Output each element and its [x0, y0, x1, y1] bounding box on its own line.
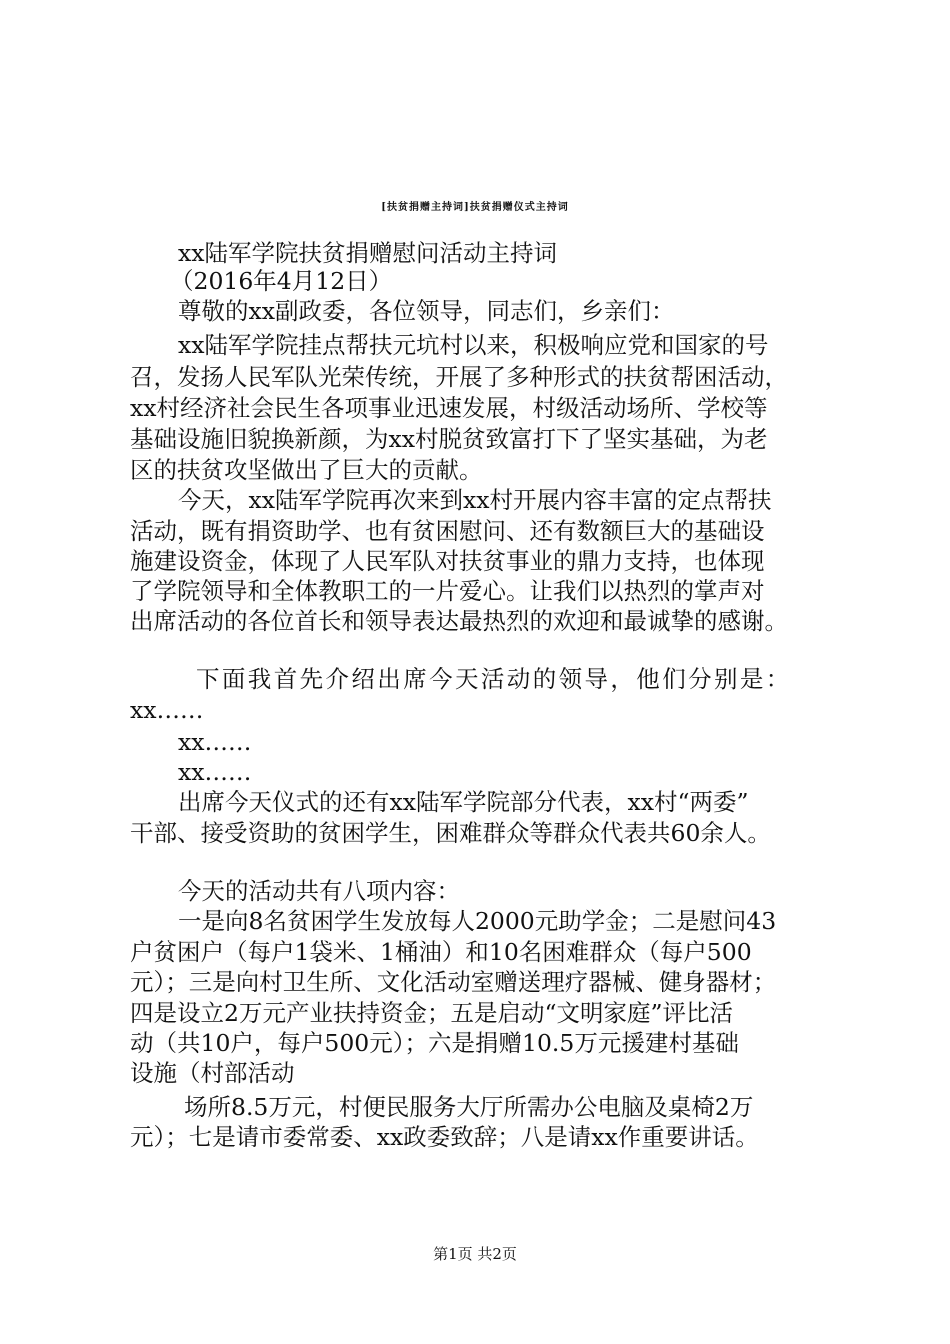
greeting-line: 尊敬的xx副政委，各位领导，同志们，乡亲们： [178, 297, 675, 325]
agenda-line: 户贫困户（每户1袋米、1桶油）和10名困难群众（每户500 [130, 938, 752, 966]
agenda-line: 一是向8名贫困学生发放每人2000元助学金；二是慰问43 [178, 907, 777, 935]
agenda-line: 设施（村部活动 [130, 1059, 295, 1087]
agenda-line: 元）；七是请市委常委、xx政委致辞；八是请xx作重要讲话。 [130, 1123, 759, 1151]
paragraph-line: 区的扶贫攻坚做出了巨大的贡献。 [130, 456, 483, 484]
agenda-line: 四是设立2万元产业扶持资金；五是启动“文明家庭”评比活 [130, 999, 733, 1027]
document-date: （2016年4月12日） [170, 267, 393, 295]
paragraph-line: 干部、接受资助的贫困学生，困难群众等群众代表共60余人。 [130, 819, 771, 847]
name-item: xx…… [130, 696, 204, 724]
intro-line: 下面我首先介绍出席今天活动的领导，他们分别是： [196, 665, 792, 693]
document-subtitle: xx陆军学院扶贫捐赠慰问活动主持词 [178, 239, 558, 267]
paragraph-line: 基础设施旧貌换新颜，为xx村脱贫致富打下了坚实基础，为老 [130, 425, 768, 453]
name-item: xx…… [178, 758, 252, 786]
paragraph-line: 了学院领导和全体教职工的一片爱心。让我们以热烈的掌声对 [130, 577, 765, 605]
agenda-line: 场所8.5万元，村便民服务大厅所需办公电脑及桌椅2万 [184, 1093, 754, 1121]
paragraph-line: 活动，既有捐资助学、也有贫困慰问、还有数额巨大的基础设 [130, 517, 765, 545]
paragraph-line: xx村经济社会民生各项事业迅速发展，村级活动场所、学校等 [130, 394, 768, 422]
paragraph-line: xx陆军学院挂点帮扶元坑村以来，积极响应党和国家的号 [178, 331, 769, 359]
paragraph-line: 出席活动的各位首长和领导表达最热烈的欢迎和最诚挚的感谢。 [130, 607, 788, 635]
paragraph-line: 出席今天仪式的还有xx陆军学院部分代表，xx村“两委” [178, 788, 749, 816]
name-item: xx…… [178, 728, 252, 756]
paragraph-line: 施建设资金，体现了人民军队对扶贫事业的鼎力支持，也体现 [130, 547, 765, 575]
document-title: [扶贫捐赠主持词]扶贫捐赠仪式主持词 [381, 202, 569, 213]
agenda-line: 动（共10户，每户500元）；六是捐赠10.5万元援建村基础 [130, 1029, 739, 1057]
agenda-intro: 今天的活动共有八项内容： [178, 877, 460, 905]
paragraph-line: 今天，xx陆军学院再次来到xx村开展内容丰富的定点帮扶 [178, 486, 772, 514]
paragraph-line: 召，发扬人民军队光荣传统，开展了多种形式的扶贫帮困活动， [130, 363, 788, 391]
agenda-line: 元）；三是向村卫生所、文化活动室赠送理疗器械、健身器材； [130, 968, 777, 996]
page-footer: 第1页 共2页 [433, 1245, 517, 1263]
